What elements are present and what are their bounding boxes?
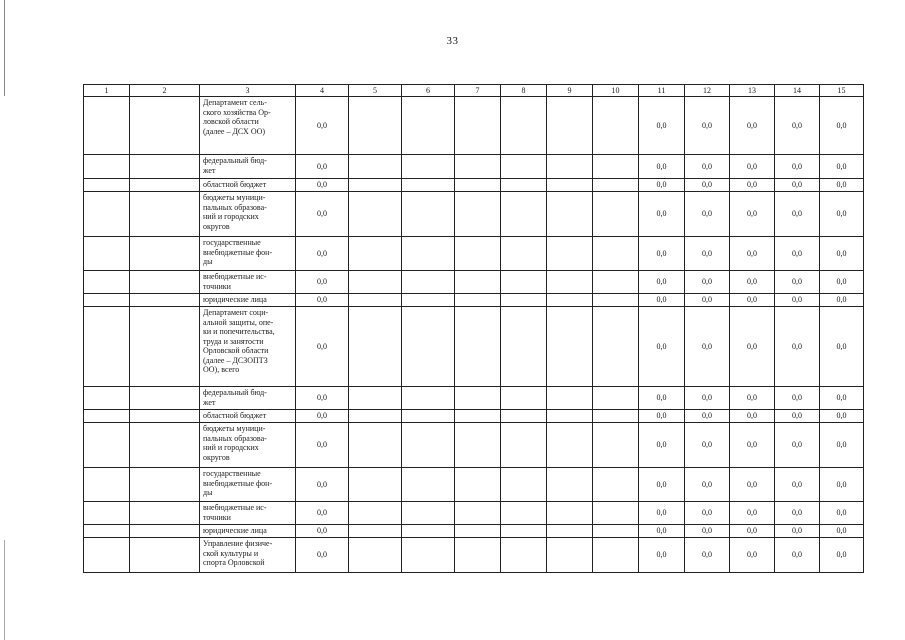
empty-cell (349, 237, 402, 271)
value-cell: 0,0 (775, 538, 820, 573)
empty-cell (593, 387, 639, 410)
table-row (84, 271, 864, 294)
row-label: внебюджетные ис- точники (200, 271, 296, 294)
empty-cell (547, 271, 593, 294)
empty-cell (349, 155, 402, 179)
value-cell: 0,0 (685, 525, 730, 538)
value-cell: 0,0 (730, 525, 775, 538)
row-label: областной бюджет (200, 410, 296, 423)
value-cell: 0,0 (730, 155, 775, 179)
column-header: 13 (730, 85, 775, 97)
value-cell: 0,0 (639, 192, 685, 237)
column-header: 6 (402, 85, 455, 97)
empty-cell (402, 271, 455, 294)
empty-cell (84, 179, 130, 192)
empty-cell (130, 271, 200, 294)
empty-cell (402, 307, 455, 387)
value-cell: 0,0 (820, 502, 864, 525)
empty-cell (547, 502, 593, 525)
table-row (84, 468, 864, 502)
empty-cell (501, 410, 547, 423)
empty-cell (130, 155, 200, 179)
empty-cell (349, 97, 402, 155)
value-cell: 0,0 (296, 538, 349, 573)
empty-cell (593, 538, 639, 573)
column-header: 15 (820, 85, 864, 97)
value-cell: 0,0 (639, 237, 685, 271)
value-cell: 0,0 (730, 294, 775, 307)
empty-cell (84, 423, 130, 468)
page-number: 33 (446, 35, 459, 47)
value-cell: 0,0 (639, 155, 685, 179)
value-cell: 0,0 (730, 179, 775, 192)
empty-cell (349, 271, 402, 294)
value-cell: 0,0 (820, 192, 864, 237)
empty-cell (84, 387, 130, 410)
empty-cell (455, 538, 501, 573)
empty-cell (84, 271, 130, 294)
column-header: 1 (84, 85, 130, 97)
empty-cell (455, 155, 501, 179)
empty-cell (402, 502, 455, 525)
empty-cell (130, 538, 200, 573)
table-row (84, 307, 864, 387)
empty-cell (349, 387, 402, 410)
value-cell: 0,0 (730, 468, 775, 502)
empty-cell (349, 468, 402, 502)
empty-cell (349, 179, 402, 192)
value-cell: 0,0 (296, 155, 349, 179)
empty-cell (130, 502, 200, 525)
row-label: федеральный бюд- жет (200, 387, 296, 410)
table-row (84, 538, 864, 573)
empty-cell (501, 237, 547, 271)
empty-cell (501, 387, 547, 410)
empty-cell (130, 307, 200, 387)
empty-cell (455, 387, 501, 410)
empty-cell (402, 468, 455, 502)
value-cell: 0,0 (639, 271, 685, 294)
value-cell: 0,0 (296, 410, 349, 423)
value-cell: 0,0 (820, 538, 864, 573)
value-cell: 0,0 (296, 387, 349, 410)
empty-cell (547, 538, 593, 573)
table-row (84, 502, 864, 525)
empty-cell (593, 237, 639, 271)
value-cell: 0,0 (685, 468, 730, 502)
value-cell: 0,0 (820, 155, 864, 179)
value-cell: 0,0 (639, 387, 685, 410)
value-cell: 0,0 (685, 423, 730, 468)
empty-cell (593, 307, 639, 387)
value-cell: 0,0 (775, 192, 820, 237)
value-cell: 0,0 (639, 179, 685, 192)
empty-cell (84, 525, 130, 538)
empty-cell (402, 525, 455, 538)
empty-cell (130, 179, 200, 192)
table-row (84, 387, 864, 410)
row-label: бюджеты муници- пальных образова- ний и городских округов (200, 192, 296, 237)
value-cell: 0,0 (775, 307, 820, 387)
empty-cell (402, 294, 455, 307)
empty-cell (455, 410, 501, 423)
empty-cell (130, 423, 200, 468)
value-cell: 0,0 (730, 387, 775, 410)
empty-cell (501, 502, 547, 525)
value-cell: 0,0 (775, 410, 820, 423)
value-cell: 0,0 (296, 502, 349, 525)
value-cell: 0,0 (775, 502, 820, 525)
value-cell: 0,0 (296, 271, 349, 294)
empty-cell (402, 192, 455, 237)
column-header: 8 (501, 85, 547, 97)
empty-cell (349, 525, 402, 538)
column-header: 9 (547, 85, 593, 97)
empty-cell (130, 387, 200, 410)
empty-cell (130, 410, 200, 423)
value-cell: 0,0 (685, 237, 730, 271)
table-row (84, 237, 864, 271)
value-cell: 0,0 (730, 538, 775, 573)
table-row (84, 525, 864, 538)
empty-cell (455, 192, 501, 237)
empty-cell (501, 155, 547, 179)
empty-cell (547, 97, 593, 155)
row-label: юридические лица (200, 525, 296, 538)
empty-cell (501, 423, 547, 468)
empty-cell (547, 387, 593, 410)
row-label: Управление физиче- ской культуры и спорта Орловской (200, 538, 296, 573)
value-cell: 0,0 (296, 423, 349, 468)
empty-cell (84, 294, 130, 307)
empty-cell (501, 307, 547, 387)
empty-cell (593, 525, 639, 538)
value-cell: 0,0 (730, 237, 775, 271)
empty-cell (593, 468, 639, 502)
value-cell: 0,0 (685, 155, 730, 179)
empty-cell (547, 237, 593, 271)
value-cell: 0,0 (685, 271, 730, 294)
row-label: юридические лица (200, 294, 296, 307)
value-cell: 0,0 (296, 307, 349, 387)
empty-cell (402, 387, 455, 410)
empty-cell (501, 525, 547, 538)
empty-cell (84, 97, 130, 155)
value-cell: 0,0 (685, 179, 730, 192)
empty-cell (84, 538, 130, 573)
row-label: федеральный бюд- жет (200, 155, 296, 179)
value-cell: 0,0 (639, 525, 685, 538)
empty-cell (547, 179, 593, 192)
empty-cell (455, 307, 501, 387)
row-label: внебюджетные ис- точники (200, 502, 296, 525)
value-cell: 0,0 (296, 468, 349, 502)
empty-cell (402, 97, 455, 155)
column-header: 14 (775, 85, 820, 97)
empty-cell (455, 502, 501, 525)
value-cell: 0,0 (820, 294, 864, 307)
value-cell: 0,0 (296, 179, 349, 192)
value-cell: 0,0 (639, 502, 685, 525)
empty-cell (593, 271, 639, 294)
empty-cell (349, 538, 402, 573)
value-cell: 0,0 (775, 525, 820, 538)
column-header: 5 (349, 85, 402, 97)
empty-cell (547, 307, 593, 387)
empty-cell (547, 525, 593, 538)
value-cell: 0,0 (820, 237, 864, 271)
value-cell: 0,0 (775, 468, 820, 502)
value-cell: 0,0 (730, 423, 775, 468)
empty-cell (402, 410, 455, 423)
value-cell: 0,0 (775, 97, 820, 155)
header-row (84, 85, 864, 97)
empty-cell (593, 423, 639, 468)
budget-table (83, 84, 864, 573)
empty-cell (84, 468, 130, 502)
value-cell: 0,0 (820, 525, 864, 538)
value-cell: 0,0 (685, 410, 730, 423)
empty-cell (402, 538, 455, 573)
value-cell: 0,0 (775, 294, 820, 307)
value-cell: 0,0 (820, 307, 864, 387)
column-header: 7 (455, 85, 501, 97)
column-header: 4 (296, 85, 349, 97)
value-cell: 0,0 (820, 179, 864, 192)
row-label: Департамент соци- альной защиты, опе- ки и попечительства, труда и занятости Орловской области (далее – ДСЗОПТЗ ОО), всего (200, 307, 296, 387)
empty-cell (349, 192, 402, 237)
table-row (84, 97, 864, 155)
value-cell: 0,0 (775, 237, 820, 271)
table-row (84, 179, 864, 192)
empty-cell (84, 307, 130, 387)
empty-cell (130, 468, 200, 502)
empty-cell (547, 468, 593, 502)
empty-cell (547, 423, 593, 468)
empty-cell (455, 525, 501, 538)
value-cell: 0,0 (820, 468, 864, 502)
empty-cell (455, 468, 501, 502)
empty-cell (84, 237, 130, 271)
empty-cell (501, 97, 547, 155)
empty-cell (501, 179, 547, 192)
empty-cell (547, 155, 593, 179)
value-cell: 0,0 (820, 97, 864, 155)
value-cell: 0,0 (730, 502, 775, 525)
scan-edge-line (4, 540, 5, 640)
empty-cell (593, 97, 639, 155)
table-row (84, 410, 864, 423)
empty-cell (455, 179, 501, 192)
empty-cell (130, 237, 200, 271)
value-cell: 0,0 (639, 97, 685, 155)
empty-cell (593, 294, 639, 307)
empty-cell (455, 97, 501, 155)
value-cell: 0,0 (296, 525, 349, 538)
empty-cell (501, 468, 547, 502)
value-cell: 0,0 (775, 423, 820, 468)
value-cell: 0,0 (685, 387, 730, 410)
value-cell: 0,0 (685, 538, 730, 573)
value-cell: 0,0 (639, 294, 685, 307)
value-cell: 0,0 (685, 307, 730, 387)
empty-cell (547, 192, 593, 237)
table-row (84, 423, 864, 468)
row-label: Департамент сель- ского хозяйства Ор- ловской области (далее – ДСХ ОО) (200, 97, 296, 155)
scan-edge-line (4, 0, 5, 96)
empty-cell (547, 294, 593, 307)
row-label: областной бюджет (200, 179, 296, 192)
empty-cell (349, 410, 402, 423)
empty-cell (455, 237, 501, 271)
empty-cell (349, 502, 402, 525)
value-cell: 0,0 (730, 192, 775, 237)
empty-cell (130, 192, 200, 237)
empty-cell (455, 294, 501, 307)
empty-cell (455, 423, 501, 468)
column-header: 12 (685, 85, 730, 97)
empty-cell (402, 155, 455, 179)
value-cell: 0,0 (685, 294, 730, 307)
value-cell: 0,0 (820, 271, 864, 294)
empty-cell (501, 538, 547, 573)
empty-cell (593, 502, 639, 525)
row-label: бюджеты муници- пальных образова- ний и городских округов (200, 423, 296, 468)
value-cell: 0,0 (820, 410, 864, 423)
value-cell: 0,0 (730, 97, 775, 155)
table-row (84, 192, 864, 237)
column-header: 10 (593, 85, 639, 97)
value-cell: 0,0 (775, 179, 820, 192)
value-cell: 0,0 (639, 410, 685, 423)
empty-cell (84, 192, 130, 237)
empty-cell (402, 423, 455, 468)
value-cell: 0,0 (730, 307, 775, 387)
row-label: государственные внебюджетные фон- ды (200, 468, 296, 502)
empty-cell (593, 155, 639, 179)
empty-cell (402, 237, 455, 271)
column-header: 3 (200, 85, 296, 97)
empty-cell (402, 179, 455, 192)
table-row (84, 155, 864, 179)
empty-cell (501, 192, 547, 237)
value-cell: 0,0 (685, 97, 730, 155)
table-row (84, 294, 864, 307)
value-cell: 0,0 (639, 307, 685, 387)
empty-cell (547, 410, 593, 423)
value-cell: 0,0 (730, 271, 775, 294)
empty-cell (455, 271, 501, 294)
empty-cell (501, 294, 547, 307)
empty-cell (501, 271, 547, 294)
value-cell: 0,0 (775, 387, 820, 410)
empty-cell (593, 179, 639, 192)
column-header: 2 (130, 85, 200, 97)
column-header: 11 (639, 85, 685, 97)
empty-cell (593, 192, 639, 237)
row-label: государственные внебюджетные фон- ды (200, 237, 296, 271)
value-cell: 0,0 (296, 237, 349, 271)
value-cell: 0,0 (820, 423, 864, 468)
value-cell: 0,0 (685, 502, 730, 525)
value-cell: 0,0 (296, 97, 349, 155)
empty-cell (349, 423, 402, 468)
value-cell: 0,0 (775, 271, 820, 294)
value-cell: 0,0 (685, 192, 730, 237)
empty-cell (593, 410, 639, 423)
value-cell: 0,0 (820, 387, 864, 410)
value-cell: 0,0 (296, 294, 349, 307)
empty-cell (130, 294, 200, 307)
empty-cell (84, 155, 130, 179)
empty-cell (84, 410, 130, 423)
empty-cell (130, 525, 200, 538)
empty-cell (84, 502, 130, 525)
value-cell: 0,0 (639, 538, 685, 573)
value-cell: 0,0 (639, 468, 685, 502)
empty-cell (349, 307, 402, 387)
value-cell: 0,0 (775, 155, 820, 179)
value-cell: 0,0 (639, 423, 685, 468)
value-cell: 0,0 (296, 192, 349, 237)
empty-cell (349, 294, 402, 307)
value-cell: 0,0 (730, 410, 775, 423)
empty-cell (130, 97, 200, 155)
